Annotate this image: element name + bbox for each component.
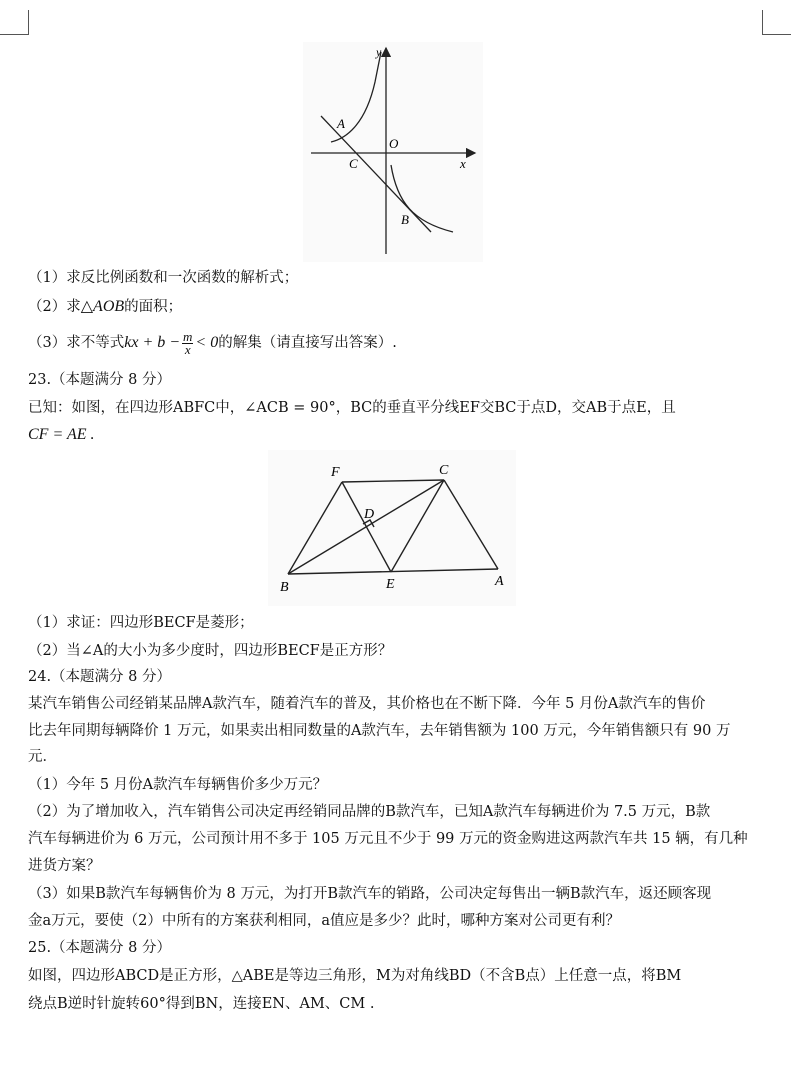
fraction-numerator: m <box>183 328 193 344</box>
q24-line3: 元． <box>28 749 57 765</box>
figure-quadrilateral <box>268 450 516 606</box>
q25-line2: 绕点B逆时针旋转60°得到BN，连接EN、AM、CM . <box>28 996 375 1012</box>
label-A: A <box>495 574 504 589</box>
q22-part3-prefix: （3）求不等式 <box>28 335 125 351</box>
q24-part1: （1）今年 5 月份A款汽车每辆售价多少万元？ <box>28 777 328 793</box>
label-B: B <box>280 580 289 595</box>
q23-part1: （1）求证：四边形BECF是菱形； <box>28 615 254 631</box>
q23-line1: 已知：如图，在四边形ABFC中，∠ACB = 90°，BC的垂直平分线EF交BC于点D，交AB于点E，且 <box>28 400 676 416</box>
q22-part3-fraction <box>182 328 193 357</box>
figure-hyperbola-svg <box>303 42 483 262</box>
q24-header: 24.（本题满分 8 分） <box>28 669 172 685</box>
q22-part2-prefix: （2）求 <box>28 299 81 315</box>
page-corner-mark-left <box>0 10 29 35</box>
segment-CE <box>391 480 444 572</box>
label-x: x <box>460 156 466 171</box>
label-C: C <box>439 463 449 478</box>
label-y: y <box>376 45 382 59</box>
q23-part2: （2）当∠A的大小为多少度时，四边形BECF是正方形？ <box>28 643 393 659</box>
q24-line1: 某汽车销售公司经销某品牌A款汽车，随着汽车的普及，其价格也在不断下降．今年 5 月份A款汽车的售价 <box>28 696 706 712</box>
label-O: O <box>389 136 399 151</box>
q22-part2-suffix: 的面积； <box>124 299 183 315</box>
label-E: E <box>386 577 395 592</box>
q22-part2-math: △AOB <box>80 298 125 315</box>
q23-line2: CF = AE . <box>28 426 95 443</box>
label-A: A <box>337 116 345 131</box>
q23-header: 23.（本题满分 8 分） <box>28 372 172 388</box>
q24-part2-line1: （2）为了增加收入，汽车销售公司决定再经销同品牌的B款汽车，已知A款汽车每辆进价为 7.5 万元，B款 <box>28 804 711 820</box>
q25-header: 25.（本题满分 8 分） <box>28 940 172 956</box>
q24-line2: 比去年同期每辆降价 1 万元，如果卖出相同数量的A款汽车，去年销售额为 100 万元，今年销售额只有 90 万 <box>28 723 731 739</box>
q22-part1: （1）求反比例函数和一次函数的解析式； <box>28 270 299 286</box>
q25-line1: 如图，四边形ABCD是正方形，△ABE是等边三角形，M为对角线BD（不含B点）上任意一点，将BM <box>28 968 682 984</box>
q24-part2-line3: 进货方案？ <box>28 858 101 874</box>
label-D: D <box>364 507 375 522</box>
segment-BF <box>288 482 342 574</box>
q22-part3 <box>28 330 763 356</box>
figure-quadrilateral-svg <box>268 450 516 606</box>
q22-part3-suffix: 的解集（请直接写出答案）. <box>218 335 397 351</box>
q24-part3-line2: 金a万元，要使（2）中所有的方案获利相同，a值应是多少？此时，哪种方案对公司更有利？ <box>28 913 621 929</box>
figure-hyperbola-line <box>303 42 483 262</box>
q24-part2-line2: 汽车每辆进价为 6 万元，公司预计用不多于 105 万元且不少于 99 万元的资金购进这两款汽车共 15 辆，有几种 <box>28 831 748 847</box>
q22-part3-math-a: kx + b − <box>124 334 181 351</box>
label-F: F <box>331 465 340 480</box>
segment-FC <box>342 480 444 482</box>
fraction-denominator: x <box>184 341 191 357</box>
segment-CA <box>444 480 498 569</box>
q22-part2 <box>28 297 763 317</box>
label-C: C <box>349 156 358 171</box>
linear-function-line <box>321 116 431 232</box>
page-corner-mark-right <box>762 10 791 35</box>
segment-FE <box>342 482 391 572</box>
q22-part3-math-b: < 0 <box>195 334 219 351</box>
label-B: B <box>401 212 409 227</box>
q24-part3-line1: （3）如果B款汽车每辆售价为 8 万元，为打开B款汽车的销路，公司决定每售出一辆B款汽车，返还顾客现 <box>28 886 712 902</box>
